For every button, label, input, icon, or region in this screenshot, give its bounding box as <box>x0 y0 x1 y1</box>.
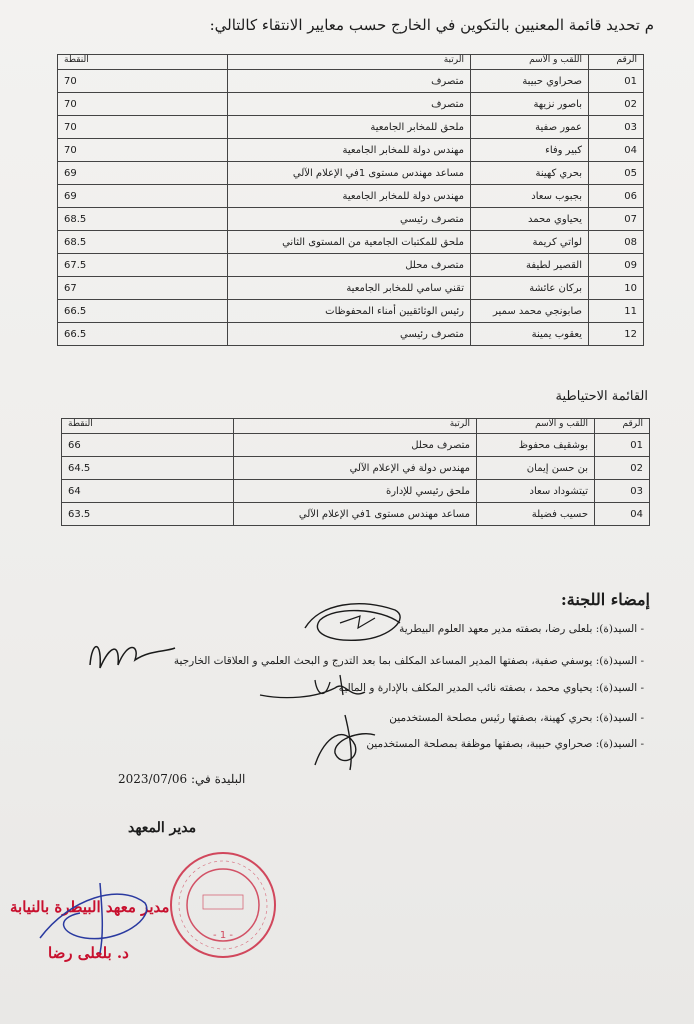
header-points: النقطة <box>58 55 228 70</box>
row-rank: متصرف محلل <box>228 254 471 277</box>
main-candidates-table <box>57 54 644 346</box>
table-header-row <box>58 55 644 70</box>
reserve-table <box>61 418 650 526</box>
table-header-row <box>62 419 650 434</box>
table-row <box>58 93 644 116</box>
table-row <box>58 300 644 323</box>
row-points: 64.5 <box>62 457 234 480</box>
row-rank: متصرف رئيسي <box>228 208 471 231</box>
row-points: 70 <box>58 93 228 116</box>
row-name: حسيب فضيلة <box>477 503 595 526</box>
row-num: 03 <box>589 116 644 139</box>
row-num: 10 <box>589 277 644 300</box>
header-name: اللقب و الاسم <box>471 55 589 70</box>
header-rank: الرتبة <box>234 419 477 434</box>
row-rank: مساعد مهندس مستوى 1في الإعلام الآلي <box>234 503 477 526</box>
row-name: باصور نزيهة <box>471 93 589 116</box>
table-row <box>58 231 644 254</box>
table-row <box>62 457 650 480</box>
header-num: الرقم <box>589 55 644 70</box>
row-name: القصير لطيفة <box>471 254 589 277</box>
row-name: بحري كهينة <box>471 162 589 185</box>
row-rank: مساعد مهندس مستوى 1في الإعلام الآلي <box>228 162 471 185</box>
row-rank: تقني سامي للمخابر الجامعية <box>228 277 471 300</box>
stamp-name-line: د. بلعلى رضا <box>48 944 129 962</box>
signature-scribble-3 <box>255 670 375 710</box>
table-row <box>62 503 650 526</box>
row-rank: مهندس دولة للمخابر الجامعية <box>228 139 471 162</box>
row-num: 03 <box>595 480 650 503</box>
row-points: 70 <box>58 70 228 93</box>
row-points: 68.5 <box>58 208 228 231</box>
row-num: 04 <box>589 139 644 162</box>
header-name: اللقب و الاسم <box>477 419 595 434</box>
row-points: 66.5 <box>58 323 228 346</box>
row-name: يحياوي محمد <box>471 208 589 231</box>
row-num: 08 <box>589 231 644 254</box>
row-num: 11 <box>589 300 644 323</box>
row-num: 02 <box>595 457 650 480</box>
row-name: يعقوب يمينة <box>471 323 589 346</box>
row-rank: متصرف <box>228 93 471 116</box>
row-rank: متصرف محلل <box>234 434 477 457</box>
table-row <box>62 434 650 457</box>
row-num: 01 <box>589 70 644 93</box>
row-rank: متصرف <box>228 70 471 93</box>
official-round-stamp <box>168 850 278 960</box>
row-rank: رئيس الوثائقيين أمناء المحفوظات <box>228 300 471 323</box>
svg-text:- 1 -: - 1 - <box>213 930 233 941</box>
header-points: النقطة <box>62 419 234 434</box>
row-rank: ملحق للمكتبات الجامعية من المستوى الثاني <box>228 231 471 254</box>
row-name: صحراوي حبيبة <box>471 70 589 93</box>
row-rank: ملحق رئيسي للإدارة <box>234 480 477 503</box>
table-row <box>62 480 650 503</box>
stamp-title-line: مدير معهد البيطرة بالنيابة <box>10 898 170 916</box>
row-num: 01 <box>595 434 650 457</box>
signature-line: - السيد(ة): يوسفي صفية، بصفتها المدير المساعد المكلف بما بعد التدرج و البحث العلمي و العلاقات الخارجية <box>173 655 644 667</box>
row-rank: مهندس دولة للمخابر الجامعية <box>228 185 471 208</box>
row-points: 67.5 <box>58 254 228 277</box>
row-points: 70 <box>58 139 228 162</box>
signature-line: - السيد(ة): يحياوي محمد ، بصفته نائب المدير المكلف بالإدارة و المالية <box>338 682 644 694</box>
row-name: بركان عائشة <box>471 277 589 300</box>
date-line: البليدة في: 2023/07/06 <box>118 772 246 786</box>
row-name: بجبوب سعاد <box>471 185 589 208</box>
row-num: 02 <box>589 93 644 116</box>
row-name: تيتشوداد سعاد <box>477 480 595 503</box>
table-row <box>58 162 644 185</box>
signature-line: - السيد(ة): بلعلى رضا، بصفته مدير معهد العلوم البيطرية <box>399 623 644 635</box>
row-name: بن حسن إيمان <box>477 457 595 480</box>
row-points: 68.5 <box>58 231 228 254</box>
row-name: بوشقيف محفوظ <box>477 434 595 457</box>
row-num: 07 <box>589 208 644 231</box>
signature-scribble-director <box>30 878 160 958</box>
table-row <box>58 185 644 208</box>
table-row <box>58 277 644 300</box>
committee-signatures-title: إمضاء اللجنة: <box>560 590 650 609</box>
intro-text: م تحديد قائمة المعنيين بالتكوين في الخارج حسب معايير الانتقاء كالتالي: <box>209 16 654 34</box>
row-points: 63.5 <box>62 503 234 526</box>
signature-scribble-1 <box>300 598 410 648</box>
table-row <box>58 70 644 93</box>
row-points: 70 <box>58 116 228 139</box>
row-num: 06 <box>589 185 644 208</box>
row-num: 04 <box>595 503 650 526</box>
row-rank: ملحق للمخابر الجامعية <box>228 116 471 139</box>
row-rank: مهندس دولة في الإعلام الآلي <box>234 457 477 480</box>
row-points: 64 <box>62 480 234 503</box>
row-name: عمور صفية <box>471 116 589 139</box>
row-name: صابونجي محمد سمير <box>471 300 589 323</box>
header-rank: الرتبة <box>228 55 471 70</box>
row-num: 12 <box>589 323 644 346</box>
row-rank: متصرف رئيسي <box>228 323 471 346</box>
signature-scribble-2 <box>80 630 180 680</box>
row-points: 66.5 <box>58 300 228 323</box>
signature-line: - السيد(ة): بحري كهينة، بصفتها رئيس مصلحة المستخدمين <box>389 712 644 724</box>
row-name: كبير وفاء <box>471 139 589 162</box>
row-points: 67 <box>58 277 228 300</box>
table-row <box>58 254 644 277</box>
row-points: 69 <box>58 162 228 185</box>
signature-scribble-4 <box>305 705 385 775</box>
row-name: لواتي كريمة <box>471 231 589 254</box>
row-points: 66 <box>62 434 234 457</box>
row-num: 09 <box>589 254 644 277</box>
table-row <box>58 116 644 139</box>
table-row <box>58 139 644 162</box>
row-points: 69 <box>58 185 228 208</box>
reserve-list-title: القائمة الاحتياطية <box>555 389 648 404</box>
header-num: الرقم <box>595 419 650 434</box>
row-num: 05 <box>589 162 644 185</box>
table-row <box>58 323 644 346</box>
table-row <box>58 208 644 231</box>
signature-line: - السيد(ة): صحراوي حبيبة، بصفتها موظفة بمصلحة المستخدمين <box>366 738 644 750</box>
director-title: مدير المعهد <box>128 820 197 836</box>
